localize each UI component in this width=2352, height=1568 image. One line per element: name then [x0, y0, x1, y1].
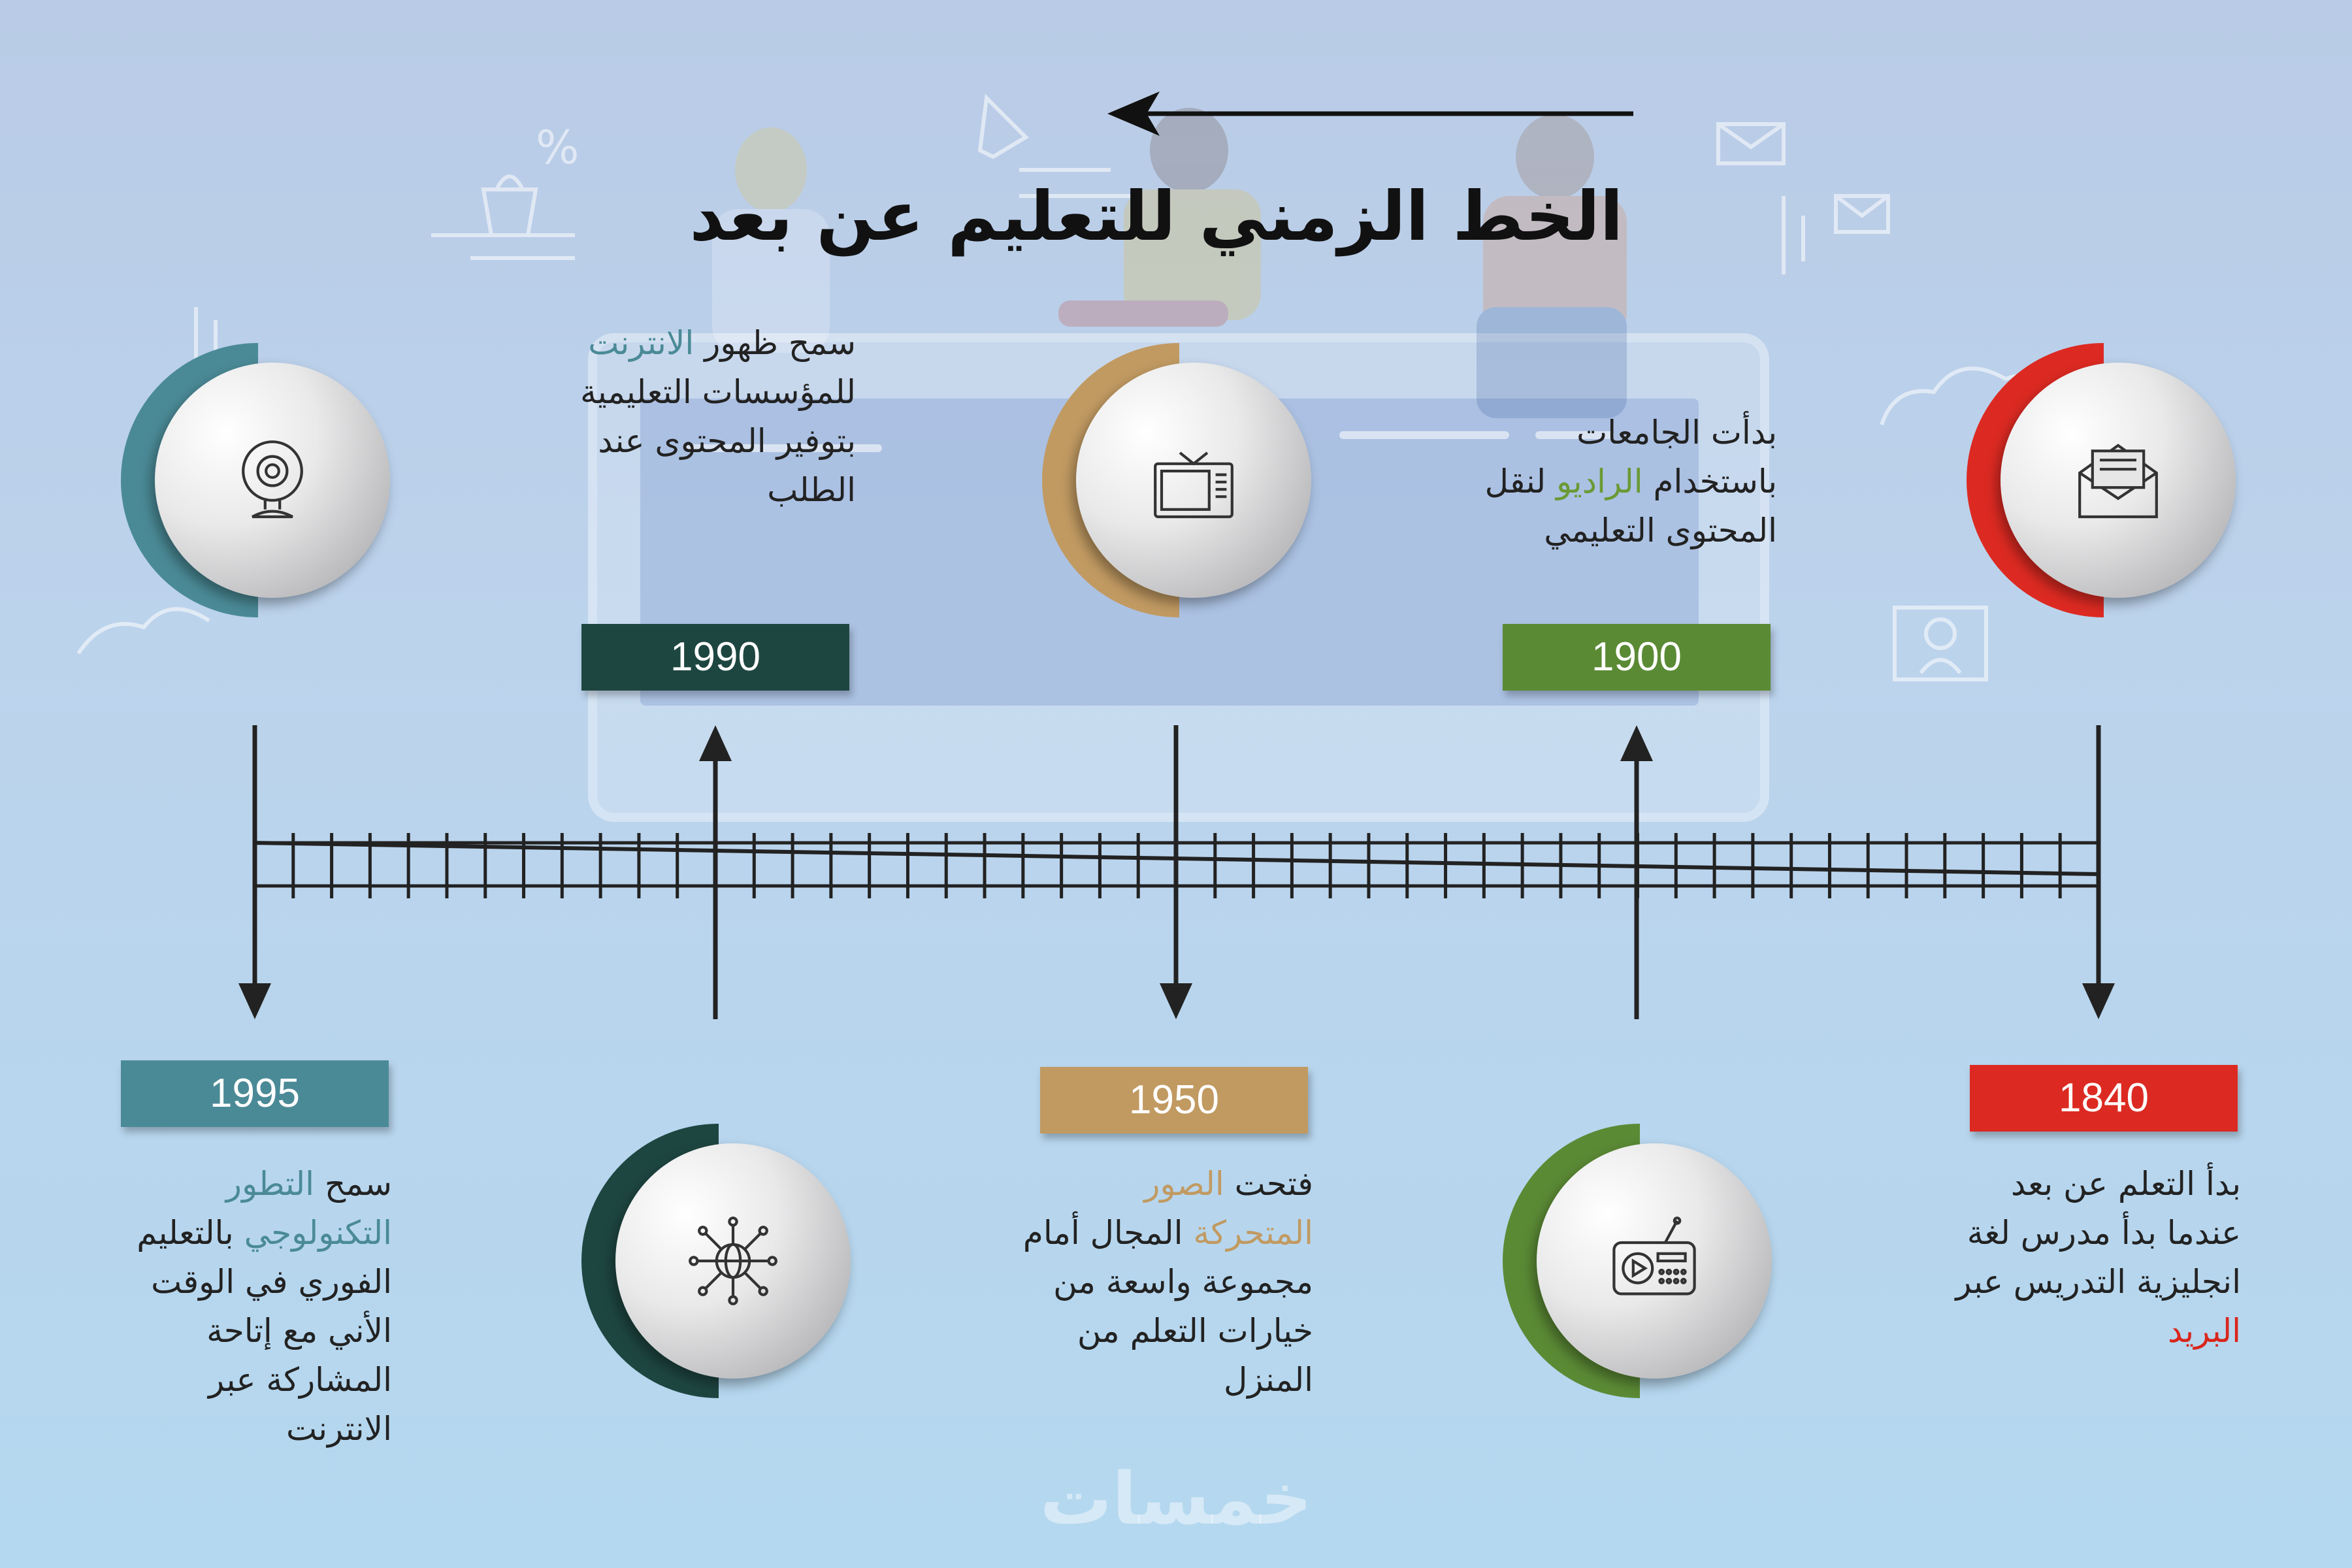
disc-1995 [155, 363, 390, 598]
year-1990: 1990 [670, 634, 760, 679]
arrow-1990 [699, 725, 732, 1019]
globe-network-icon [687, 1215, 779, 1307]
circle-1900 [1503, 1124, 1777, 1398]
year-label-1995 [121, 1060, 389, 1127]
year-label-1950 [1040, 1067, 1308, 1134]
circle-1990 [581, 1124, 856, 1398]
year-1840: 1840 [2059, 1075, 2149, 1120]
description-1900: بدأت الجامعات باستخدام الراديو لنقل المحتوى التعليمي [1484, 414, 1777, 549]
disc-1990 [615, 1143, 851, 1379]
year-1900: 1900 [1592, 634, 1682, 679]
arrow-1950 [1160, 725, 1192, 1019]
circle-1950 [1042, 343, 1316, 617]
year-1950: 1950 [1129, 1077, 1219, 1122]
description-1995: سمح التطور التكنولوجي بالتعليم الفوري في الوقت الأني مع إتاحة المشاركة عبر الانترنت [137, 1165, 392, 1448]
disc-1950 [1076, 363, 1311, 598]
description-1840: بدأ التعلم عن بعد عندما بدأ مدرس لغة انجليزية التدريس عبر البريد [1955, 1165, 2241, 1350]
description-1990: سمح ظهور الانترنت للمؤسسات التعليمية بتوفير المحتوى عند الطلب [580, 324, 856, 509]
webcam-icon [227, 434, 318, 526]
year-1995: 1995 [210, 1071, 300, 1116]
envelope-icon [2072, 434, 2164, 526]
disc-1840 [2001, 363, 2236, 598]
description-1950: فتحت الصور المتحركة المجال أمام مجموعة واسعة من خيارات التعلم من المنزل [1022, 1165, 1313, 1399]
watermark: خمسات [1039, 1457, 1313, 1541]
radio-icon [1609, 1215, 1700, 1307]
circle-1840 [1967, 343, 2241, 617]
year-label-1840 [1970, 1065, 2238, 1132]
svg-text:%: % [536, 121, 580, 174]
arrow-1900 [1620, 725, 1653, 1019]
year-label-1990 [581, 624, 849, 691]
arrow-1995 [238, 725, 271, 1019]
page-title: الخط الزمني للتعليم عن بعد [689, 176, 1624, 256]
tv-icon [1148, 434, 1239, 526]
circle-1995 [121, 343, 395, 617]
year-label-1900 [1503, 624, 1771, 691]
disc-1900 [1537, 1143, 1772, 1379]
